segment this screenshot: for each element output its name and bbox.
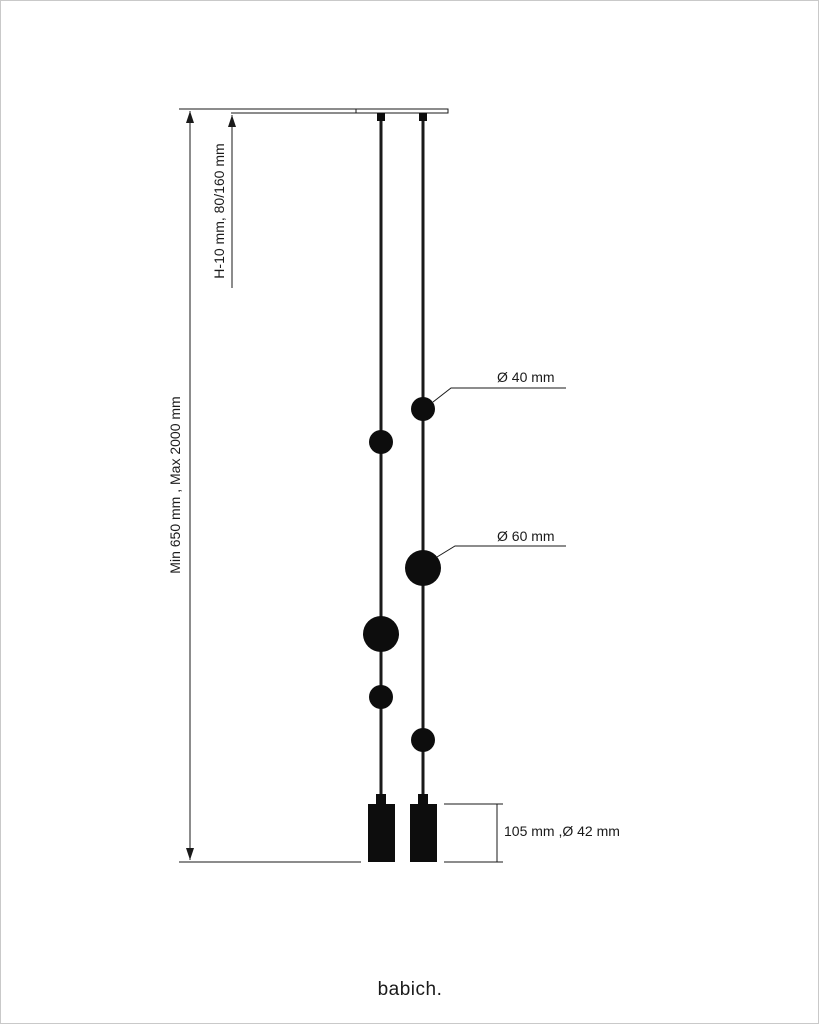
- small-sphere-callout: [433, 369, 566, 402]
- canopy-offset-label: H-10 mm, 80/160 mm: [211, 143, 227, 279]
- total-height-dimension: [167, 109, 361, 862]
- brand-logo: babich.: [377, 979, 443, 1000]
- sphere-small-right-2: [411, 728, 435, 752]
- arrow-down-icon: [186, 848, 194, 860]
- shade-left: [368, 804, 395, 862]
- sphere-large-left: [363, 616, 399, 652]
- sphere-large-right: [405, 550, 441, 586]
- shade-right: [410, 804, 437, 862]
- sphere-small-left-1: [369, 430, 393, 454]
- large-sphere-label: Ø 60 mm: [497, 528, 555, 544]
- shade-label: 105 mm ,Ø 42 mm: [504, 823, 620, 839]
- sphere-small-right-1: [411, 397, 435, 421]
- socket-cap-left: [376, 794, 386, 804]
- leader-line-small: [433, 388, 566, 402]
- socket-cap-right: [418, 794, 428, 804]
- large-sphere-callout: [437, 528, 566, 557]
- sphere-small-left-2: [369, 685, 393, 709]
- pendant-right: [405, 113, 441, 862]
- canopy-plate: [356, 109, 448, 113]
- small-sphere-label: Ø 40 mm: [497, 369, 555, 385]
- arrow-up-icon: [228, 115, 236, 127]
- technical-drawing: [1, 1, 819, 1025]
- cord-clamp-left: [377, 113, 385, 121]
- ceiling-canopy: [231, 109, 448, 113]
- total-height-label: Min 650 mm , Max 2000 mm: [167, 396, 183, 574]
- cord-clamp-right: [419, 113, 427, 121]
- shade-dimension: [444, 804, 620, 862]
- pendant-left: [363, 113, 399, 862]
- leader-line-large: [437, 546, 566, 557]
- canopy-offset-dimension: [211, 115, 236, 288]
- arrow-up-icon: [186, 111, 194, 123]
